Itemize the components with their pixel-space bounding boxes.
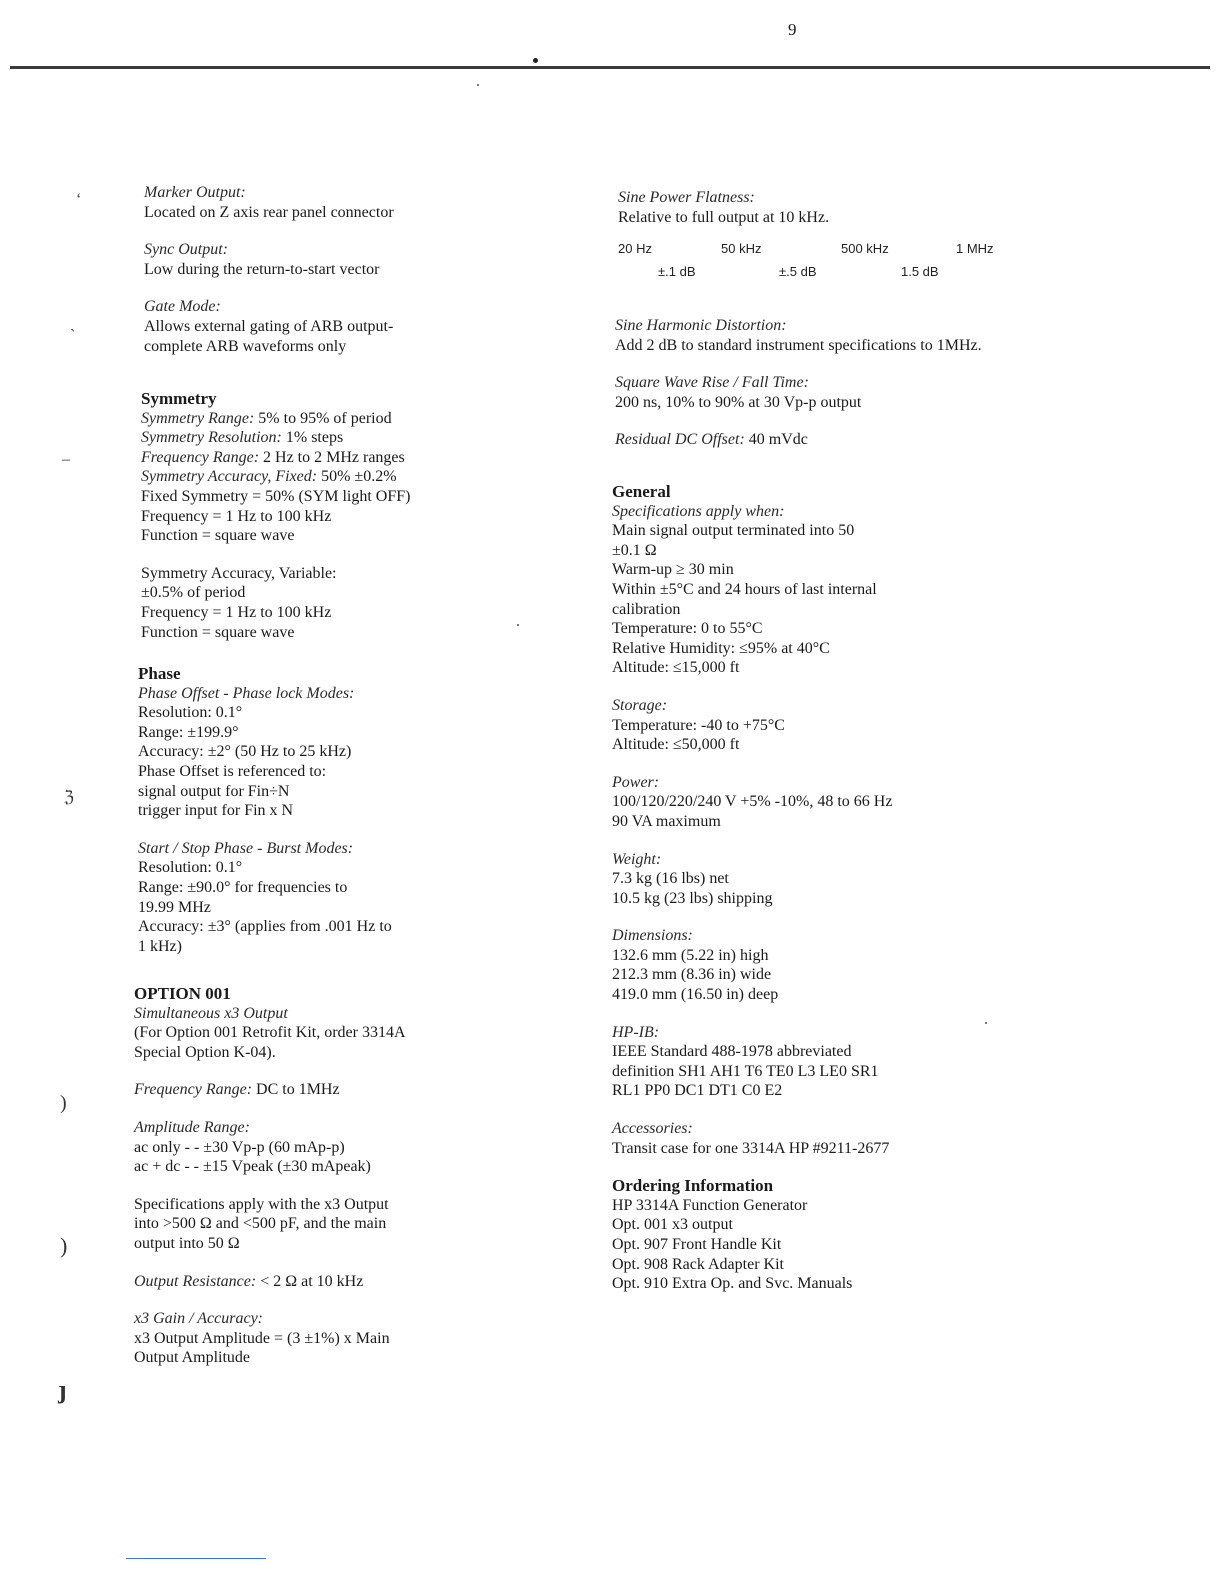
ordering-line: Opt. 910 Extra Op. and Svc. Manuals xyxy=(612,1275,853,1293)
amplitude-range-label: Amplitude Range: xyxy=(134,1118,250,1136)
start-stop-line: Resolution: 0.1° xyxy=(138,859,243,877)
general-line: Warm-up ≥ 30 min xyxy=(612,561,734,579)
start-stop-line: 1 kHz) xyxy=(138,937,182,955)
fixed-line: Function = square wave xyxy=(141,527,295,545)
margin-mark: ˎ xyxy=(70,315,76,332)
margin-mark: ) xyxy=(60,1233,68,1258)
page-number: 9 xyxy=(788,20,797,39)
margin-mark: – xyxy=(62,451,70,468)
option-001-line: Special Option K-04). xyxy=(134,1043,276,1061)
ordering-heading: Ordering Information xyxy=(612,1176,774,1196)
flatness-freq: 50 kHz xyxy=(721,241,762,257)
general-line: Within ±5°C and 24 hours of last internal xyxy=(612,580,877,598)
variable-line: ±0.5% of period xyxy=(141,584,246,602)
x3-gain-line: Output Amplitude xyxy=(134,1349,250,1367)
option-001-heading: OPTION 001 xyxy=(134,984,231,1003)
hpib-label: HP-IB: xyxy=(612,1023,660,1041)
flatness-label: Sine Power Flatness: xyxy=(618,189,755,206)
flatness-value: ±.5 dB xyxy=(779,264,817,280)
gate-mode-label: Gate Mode: xyxy=(144,298,221,316)
harmonic-text: Add 2 dB to standard instrument specifications to 1MHz. xyxy=(615,336,982,354)
symmetry-range-value: 5% to 95% of period xyxy=(258,409,392,427)
frequency-range-label: Frequency Range: xyxy=(141,448,260,466)
phase-section xyxy=(138,664,498,956)
accuracy-fixed-label: Symmetry Accuracy, Fixed: xyxy=(141,468,318,486)
variable-line: Symmetry Accuracy, Variable: xyxy=(141,564,337,582)
weight-label: Weight: xyxy=(612,850,662,868)
output-resistance-label: Output Resistance: xyxy=(134,1272,257,1290)
phase-offset-label: Phase Offset - Phase lock Modes: xyxy=(138,684,355,702)
power-label: Power: xyxy=(612,773,660,791)
marker-output-text: Located on Z axis rear panel connector xyxy=(144,203,394,221)
general-line: Temperature: 0 to 55°C xyxy=(612,620,763,638)
general-line: Altitude: ≤15,000 ft xyxy=(612,659,740,677)
spec-line: into >500 Ω and <500 pF, and the main xyxy=(134,1215,387,1233)
output-resistance-value: < 2 Ω at 10 kHz xyxy=(260,1272,364,1290)
flatness-freq: 500 kHz xyxy=(841,241,889,257)
x3-frequency-label: Frequency Range: xyxy=(134,1081,253,1099)
flatness-text: Relative to full output at 10 kHz. xyxy=(618,208,830,226)
rule-dot xyxy=(533,58,538,63)
flatness-value: ±.1 dB xyxy=(658,264,696,280)
spec-line: output into 50 Ω xyxy=(134,1234,240,1252)
symmetry-resolution-value: 1% steps xyxy=(285,429,344,447)
dimensions-line: 419.0 mm (16.50 in) deep xyxy=(612,986,779,1004)
power-line: 100/120/220/240 V +5% -10%, 48 to 66 Hz xyxy=(612,793,893,811)
sync-output-label: Sync Output: xyxy=(144,241,228,259)
right-specs-section xyxy=(615,316,1095,450)
variable-line: Function = square wave xyxy=(141,623,295,641)
weight-line: 7.3 kg (16 lbs) net xyxy=(612,870,729,888)
flatness-freq: 20 Hz xyxy=(618,241,652,257)
storage-line: Altitude: ≤50,000 ft xyxy=(612,736,740,754)
option-001-line: (For Option 001 Retrofit Kit, order 3314A xyxy=(134,1024,406,1042)
amplitude-line: ac + dc - - ±15 Vpeak (±30 mApeak) xyxy=(134,1158,371,1176)
general-section xyxy=(612,482,1082,1294)
power-line: 90 VA maximum xyxy=(612,812,721,830)
harmonic-label: Sine Harmonic Distortion: xyxy=(615,317,787,334)
general-line: ±0.1 Ω xyxy=(612,541,657,559)
x3-gain-label: x3 Gain / Accuracy: xyxy=(134,1310,263,1328)
x3-gain-line: x3 Output Amplitude = (3 ±1%) x Main xyxy=(134,1329,390,1347)
general-line: calibration xyxy=(612,600,681,618)
dc-offset-value: 40 mVdc xyxy=(748,431,808,449)
ordering-line: Opt. 001 x3 output xyxy=(612,1216,733,1234)
start-stop-label: Start / Stop Phase - Burst Modes: xyxy=(138,839,354,857)
start-stop-line: Range: ±90.0° for frequencies to xyxy=(138,878,348,896)
general-line: Main signal output terminated into 50 xyxy=(612,522,855,540)
symmetry-section xyxy=(141,389,501,642)
storage-label: Storage: xyxy=(612,696,668,714)
accuracy-fixed-value: 50% ±0.2% xyxy=(321,468,397,486)
right-top-section xyxy=(618,188,1088,280)
amplitude-line: ac only - - ±30 Vp-p (60 mAp-p) xyxy=(134,1138,345,1156)
hpib-line: IEEE Standard 488-1978 abbreviated xyxy=(612,1043,852,1061)
symmetry-range-label: Symmetry Range: xyxy=(141,409,255,427)
fixed-line: Frequency = 1 Hz to 100 kHz xyxy=(141,507,332,525)
sync-output-text: Low during the return-to-start vector xyxy=(144,260,380,278)
general-line: Relative Humidity: ≤95% at 40°C xyxy=(612,639,830,657)
x3-frequency-value: DC to 1MHz xyxy=(256,1081,340,1099)
option-001-section xyxy=(134,984,494,1368)
margin-mark: ʻ xyxy=(76,191,82,208)
scan-speck xyxy=(477,84,479,86)
gate-mode-line: complete ARB waveforms only xyxy=(144,337,347,355)
left-column xyxy=(144,183,504,356)
general-heading: General xyxy=(612,482,671,501)
margin-mark: ℨ xyxy=(64,789,74,806)
marker-output-label: Marker Output: xyxy=(144,184,246,201)
phase-offset-line: trigger input for Fin x N xyxy=(138,802,294,820)
spec-line: Specifications apply with the x3 Output xyxy=(134,1195,389,1213)
scan-speck xyxy=(517,624,519,626)
flatness-table xyxy=(618,227,1088,280)
weight-line: 10.5 kg (23 lbs) shipping xyxy=(612,889,773,907)
flatness-freq: 1 MHz xyxy=(956,241,994,257)
hpib-line: definition SH1 AH1 T6 TE0 L3 LE0 SR1 xyxy=(612,1062,879,1080)
phase-offset-line: signal output for Fin÷N xyxy=(138,782,290,800)
phase-heading: Phase xyxy=(138,664,181,683)
ordering-line: Opt. 908 Rack Adapter Kit xyxy=(612,1255,784,1273)
phase-offset-line: Resolution: 0.1° xyxy=(138,704,243,722)
dc-offset-label: Residual DC Offset: xyxy=(615,431,745,449)
dimensions-label: Dimensions: xyxy=(612,927,693,945)
phase-offset-line: Accuracy: ±2° (50 Hz to 25 kHz) xyxy=(138,743,352,761)
accessories-text: Transit case for one 3314A HP #9211-2677 xyxy=(612,1139,890,1157)
symmetry-heading: Symmetry xyxy=(141,389,217,408)
accessories-label: Accessories: xyxy=(612,1120,693,1138)
phase-offset-line: Phase Offset is referenced to: xyxy=(138,762,327,780)
option-001-label: Simultaneous x3 Output xyxy=(134,1004,288,1022)
flatness-value: 1.5 dB xyxy=(901,264,939,280)
header-rule xyxy=(10,66,1210,69)
ordering-line: HP 3314A Function Generator xyxy=(612,1196,808,1214)
phase-offset-line: Range: ±199.9° xyxy=(138,723,239,741)
start-stop-line: Accuracy: ±3° (applies from .001 Hz to xyxy=(138,918,392,936)
storage-line: Temperature: -40 to +75°C xyxy=(612,716,785,734)
fixed-line: Fixed Symmetry = 50% (SYM light OFF) xyxy=(141,487,411,505)
ordering-line: Opt. 907 Front Handle Kit xyxy=(612,1236,782,1253)
bottom-rule xyxy=(126,1558,266,1559)
frequency-range-value: 2 Hz to 2 MHz ranges xyxy=(263,448,405,466)
margin-mark: ) xyxy=(60,1092,67,1114)
dimensions-line: 212.3 mm (8.36 in) wide xyxy=(612,966,772,984)
start-stop-line: 19.99 MHz xyxy=(138,898,211,916)
gate-mode-line: Allows external gating of ARB output- xyxy=(144,317,394,335)
variable-line: Frequency = 1 Hz to 100 kHz xyxy=(141,603,332,621)
symmetry-resolution-label: Symmetry Resolution: xyxy=(141,429,282,447)
square-wave-label: Square Wave Rise / Fall Time: xyxy=(615,374,809,392)
dimensions-line: 132.6 mm (5.22 in) high xyxy=(612,946,769,964)
general-label: Specifications apply when: xyxy=(612,502,785,520)
square-wave-text: 200 ns, 10% to 90% at 30 Vp-p output xyxy=(615,393,862,411)
margin-mark: ȷ xyxy=(58,1375,67,1404)
hpib-line: RL1 PP0 DC1 DT1 C0 E2 xyxy=(612,1082,783,1100)
